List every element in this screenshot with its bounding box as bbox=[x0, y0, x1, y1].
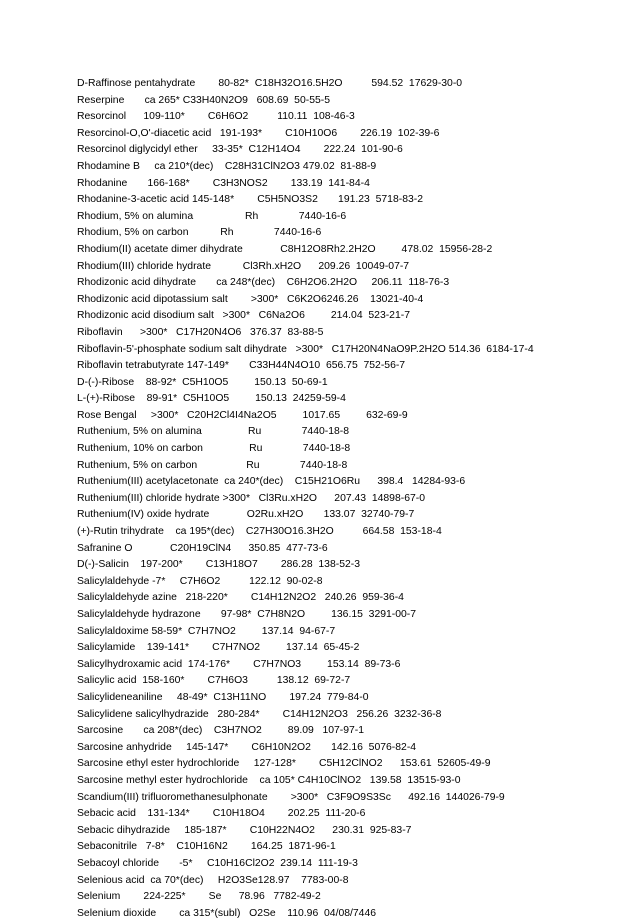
chemical-entry: Selenious acid ca 70*(dec) H2O3Se128.97 7783-00-8 bbox=[77, 874, 349, 886]
chemical-entry: Salicylaldehyde azine 218-220* C14H12N2O2 240.26 959-36-4 bbox=[77, 592, 404, 604]
chemical-entry: Salicylhydroxamic acid 174-176* C7H7NO3 153.14 89-73-6 bbox=[77, 658, 401, 670]
chemical-entry: Sarcosine anhydride 145-147* C6H10N2O2 142.16 5076-82-4 bbox=[77, 741, 417, 753]
chemical-entry: Ruthenium(IV) oxide hydrate O2Ru.xH2O 133.07 32740-79-7 bbox=[77, 509, 415, 521]
chemical-entry: Salicylideneaniline 48-49* C13H11NO 197.24 779-84-0 bbox=[77, 691, 369, 703]
chemical-entry: Safranine O C20H19ClN4 350.85 477-73-6 bbox=[77, 542, 328, 554]
chemical-entry: D-(-)-Ribose 88-92* C5H10O5 150.13 50-69-1 bbox=[77, 376, 328, 388]
chemical-entry: Rhodizonic acid dihydrate ca 248*(dec) C6H2O6.2H2O 206.11 118-76-3 bbox=[77, 277, 450, 289]
chemical-entry: Resorcinol 109-110* C6H6O2 110.11 108-46-3 bbox=[77, 111, 355, 123]
chemical-entry: Scandium(III) trifluoromethanesulphonate >300* C3F9O9S3Sc 492.16 144026-79-9 bbox=[77, 791, 505, 803]
chemical-entry: Sebacic dihydrazide 185-187* C10H22N4O2 230.31 925-83-7 bbox=[77, 824, 412, 836]
chemical-entry: Salicylidene salicylhydrazide 280-284* C14H12N2O3 256.26 3232-36-8 bbox=[77, 708, 442, 720]
chemical-entry: Rhodium, 5% on carbon Rh 7440-16-6 bbox=[77, 227, 322, 239]
chemical-entry: Ruthenium, 5% on alumina Ru 7440-18-8 bbox=[77, 426, 350, 438]
chemical-entry: Reserpine ca 265* C33H40N2O9 608.69 50-55-5 bbox=[77, 94, 330, 106]
chemical-entry: Ruthenium, 10% on carbon Ru 7440-18-8 bbox=[77, 443, 351, 455]
chemical-entry: L-(+)-Ribose 89-91* C5H10O5 150.13 24259-59-4 bbox=[77, 393, 346, 405]
chemical-entry: Riboflavin >300* C17H20N4O6 376.37 83-88-5 bbox=[77, 326, 324, 338]
chemical-entry: Rhodanine-3-acetic acid 145-148* C5H5NO3S2 191.23 5718-83-2 bbox=[77, 194, 423, 206]
chemical-entry: D-Raffinose pentahydrate 80-82* C18H32O16.5H2O 594.52 17629-30-0 bbox=[77, 78, 463, 89]
chemical-entry: Resorcinol diglycidyl ether 33-35* C12H14O4 222.24 101-90-6 bbox=[77, 144, 403, 156]
chemical-entry: Salicylaldehyde -7* C7H6O2 122.12 90-02-8 bbox=[77, 575, 323, 587]
chemical-entry: Salicylaldoxime 58-59* C7H7NO2 137.14 94-67-7 bbox=[77, 625, 336, 637]
chemical-entry: Rose Bengal >300* C20H2Cl4I4Na2O5 1017.65 632-69-9 bbox=[77, 409, 408, 421]
chemical-entry: Sarcosine ethyl ester hydrochloride 127-128* C5H12ClNO2 153.61 52605-49-9 bbox=[77, 758, 491, 770]
chemical-entry: Ruthenium, 5% on carbon Ru 7440-18-8 bbox=[77, 459, 348, 471]
chemical-entry: Selenium 224-225* Se 78.96 7782-49-2 bbox=[77, 891, 321, 903]
chemical-entry: Ruthenium(III) chloride hydrate >300* Cl3Ru.xH2O 207.43 14898-67-0 bbox=[77, 492, 425, 504]
chemical-entry: Rhodium(III) chloride hydrate Cl3Rh.xH2O 209.26 10049-07-7 bbox=[77, 260, 410, 272]
chemical-entry: Sarcosine methyl ester hydrochloride ca 105* C4H10ClNO2 139.58 13515-93-0 bbox=[77, 774, 461, 786]
chemical-entry: Ruthenium(III) acetylacetonate ca 240*(dec) C15H21O6Ru 398.4 14284-93-6 bbox=[77, 476, 466, 488]
chemical-entry: Sebacic acid 131-134* C10H18O4 202.25 111-20-6 bbox=[77, 808, 366, 820]
chemical-entry: Riboflavin tetrabutyrate 147-149* C33H44N4O10 656.75 752-56-7 bbox=[77, 360, 406, 372]
chemical-entry: Sebaconitrile 7-8* C10H16N2 164.25 1871-96-1 bbox=[77, 841, 336, 853]
chemical-entry: Rhodizonic acid disodium salt >300* C6Na2O6 214.04 523-21-7 bbox=[77, 310, 410, 322]
chemical-entry: (+)-Rutin trihydrate ca 195*(dec) C27H30O16.3H2O 664.58 153-18-4 bbox=[77, 526, 442, 538]
chemical-entry: D(-)-Salicin 197-200* C13H18O7 286.28 138-52-3 bbox=[77, 559, 360, 571]
chemical-entry: Rhodium(II) acetate dimer dihydrate C8H12O8Rh2.2H2O 478.02 15956-28-2 bbox=[77, 243, 493, 255]
chemical-entry: Sebacoyl chloride -5* C10H16Cl2O2 239.14 111-19-3 bbox=[77, 857, 358, 869]
chemical-entry: Sarcosine ca 208*(dec) C3H7NO2 89.09 107-97-1 bbox=[77, 725, 365, 737]
chemical-entry: Selenium dioxide ca 315*(subl) O2Se 110.96 04/08/7446 bbox=[77, 907, 377, 919]
chemical-entry: Rhodium, 5% on alumina Rh 7440-16-6 bbox=[77, 210, 347, 222]
chemical-list bbox=[77, 76, 632, 922]
chemical-entry: Riboflavin-5'-phosphate sodium salt dihydrate >300* C17H20N4NaO9P.2H2O 514.36 6184-17-4 bbox=[77, 343, 534, 355]
chemical-entry: Salicylamide 139-141* C7H7NO2 137.14 65-45-2 bbox=[77, 642, 360, 654]
chemical-entry: Rhodizonic acid dipotassium salt >300* C6K2O6246.26 13021-40-4 bbox=[77, 293, 424, 305]
chemical-entry: Salicylic acid 158-160* C7H6O3 138.12 69-72-7 bbox=[77, 675, 351, 687]
chemical-entry: Rhodanine 166-168* C3H3NOS2 133.19 141-84-4 bbox=[77, 177, 370, 189]
chemical-entry: Rhodamine B ca 210*(dec) C28H31ClN2O3 479.02 81-88-9 bbox=[77, 160, 377, 172]
chemical-entry: Resorcinol-O,O'-diacetic acid 191-193* C10H10O6 226.19 102-39-6 bbox=[77, 127, 440, 139]
chemical-entry: Salicylaldehyde hydrazone 97-98* C7H8N2O 136.15 3291-00-7 bbox=[77, 609, 417, 620]
